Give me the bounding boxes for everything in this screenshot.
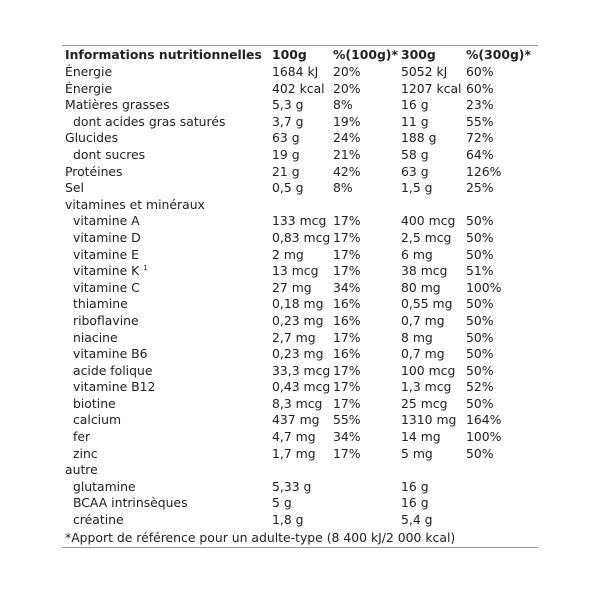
value-300g: 14 mg [401,429,441,445]
percent-100g: 8% [333,97,353,113]
percent-300g: 55% [466,113,494,129]
table-row [62,495,538,512]
percent-100g: 17% [333,229,361,245]
nutrient-label-text: créatine [73,512,124,528]
nutrient-label [62,313,272,330]
nutrient-label-text: autre [65,462,98,478]
percent-300g: 50% [466,213,494,229]
value-100g: 0,83 mcg [272,229,331,245]
value-100g: 1,8 g [272,512,304,528]
percent-300g: 50% [466,246,494,262]
percent-100g: 20% [333,64,361,79]
nutrient-label-text: vitamine E [73,246,139,262]
percent-100g: 34% [333,279,361,295]
nutrient-label [62,114,272,131]
value-300g [401,462,466,479]
table-row [62,280,538,297]
percent-100g: 17% [333,445,361,461]
table-row [62,230,538,247]
value-100g: 8,3 mcg [272,395,323,411]
value-100g: 3,7 g [272,113,304,129]
nutrient-label [62,363,272,380]
nutrition-table-body [62,64,538,529]
value-300g: 5 mg [401,445,433,461]
table-row [62,64,538,81]
value-300g: 5,4 g [401,512,433,528]
percent-300g: 50% [466,229,494,245]
nutrient-label [62,197,272,214]
value-300g: 100 mcg [401,362,456,378]
value-300g: 16 g [401,97,429,113]
nutrient-label-text: Protéines [65,163,123,179]
nutrient-label-text: Sel [65,180,84,196]
value-300g: 1,3 mcg [401,379,452,395]
table-row [62,263,538,280]
nutrient-label-text: vitamine K [73,263,140,279]
nutrient-label-text: acide folique [73,362,153,378]
percent-300g: 50% [466,362,494,378]
value-300g: 5052 kJ [401,64,448,79]
nutrient-label-text: vitamine B12 [73,379,156,395]
nutrient-label [62,81,272,98]
nutrient-label-text: dont sucres [73,146,146,162]
table-row [62,247,538,264]
table-row [62,114,538,131]
nutrient-label [62,462,272,479]
percent-100g: 17% [333,362,361,378]
percent-100g: 17% [333,213,361,229]
value-100g: 13 mcg [272,263,319,279]
value-100g: 2,7 mg [272,329,316,345]
nutrition-table [62,46,538,529]
nutrient-label-text: vitamine A [73,213,140,229]
value-100g [272,462,333,479]
percent-300g: 50% [466,312,494,328]
table-row [62,147,538,164]
nutrition-panel [62,45,538,548]
nutrient-label [62,147,272,164]
percent-100g [333,197,401,214]
nutrient-label [62,97,272,114]
percent-100g [333,462,401,479]
table-row [62,197,538,214]
header-per-100g: 100g [272,47,307,62]
percent-100g [333,479,401,496]
percent-100g: 16% [333,346,361,362]
percent-100g: 34% [333,429,361,445]
nutrient-label [62,346,272,363]
percent-100g: 21% [333,146,361,162]
table-row [62,512,538,529]
value-100g: 2 mg [272,246,304,262]
table-row [62,379,538,396]
value-100g: 1,7 mg [272,445,316,461]
percent-300g: 52% [466,379,494,395]
table-header-row [62,46,538,64]
value-100g: 1684 kJ [272,64,319,79]
nutrient-label [62,263,272,280]
value-100g: 0,5 g [272,180,304,196]
value-100g: 0,43 mcg [272,379,331,395]
nutrient-label [62,495,272,512]
value-100g: 27 mg [272,279,312,295]
table-row [62,462,538,479]
value-100g: 5,3 g [272,97,304,113]
percent-100g: 17% [333,379,361,395]
percent-300g: 50% [466,296,494,312]
nutrient-label-text: zinc [73,445,98,461]
value-100g: 33,3 mcg [272,362,331,378]
nutrient-label-text: vitamine D [73,229,141,245]
value-100g: 0,18 mg [272,296,324,312]
value-300g [401,197,466,214]
table-row [62,330,538,347]
nutrient-label-text: Glucides [65,130,119,146]
table-row [62,97,538,114]
nutrient-label [62,446,272,463]
nutrient-label-text: fer [73,429,91,445]
nutrient-label [62,130,272,147]
value-300g: 0,7 mg [401,312,445,328]
nutrient-label-text: vitamines et minéraux [65,196,205,212]
nutrient-label-text: biotine [73,395,116,411]
percent-300g: 60% [466,64,494,79]
percent-100g: 8% [333,180,353,196]
percent-100g: 16% [333,312,361,328]
value-100g: 133 mcg [272,213,327,229]
percent-300g: 23% [466,97,494,113]
nutrient-label-text: glutamine [73,478,136,494]
percent-300g: 72% [466,130,494,146]
percent-100g: 16% [333,296,361,312]
value-100g: 0,23 mg [272,346,324,362]
percent-300g [466,197,538,214]
table-row [62,130,538,147]
value-100g: 402 kcal [272,80,325,96]
nutrient-label [62,412,272,429]
nutrient-label-text: calcium [73,412,122,428]
value-100g: 21 g [272,163,300,179]
value-300g: 2,5 mcg [401,229,452,245]
percent-100g: 20% [333,80,361,96]
nutrient-label [62,164,272,181]
nutrient-label [62,180,272,197]
table-row [62,81,538,98]
value-100g: 5,33 g [272,478,312,494]
percent-100g [333,495,401,512]
value-100g: 19 g [272,146,300,162]
value-300g: 0,55 mg [401,296,453,312]
nutrient-label [62,379,272,396]
percent-300g: 100% [466,429,502,445]
nutrient-label [62,396,272,413]
nutrient-label [62,429,272,446]
value-300g: 1207 kcal [401,80,462,96]
percent-100g: 17% [333,263,361,279]
table-row [62,213,538,230]
value-300g: 63 g [401,163,429,179]
percent-300g: 64% [466,146,494,162]
percent-100g: 17% [333,246,361,262]
nutrient-label-text: vitamine C [73,279,140,295]
value-100g: 437 mg [272,412,320,428]
percent-300g: 25% [466,180,494,196]
nutrient-label-text: Énergie [65,64,113,79]
value-300g: 80 mg [401,279,441,295]
nutrient-label-text: vitamine B6 [73,346,148,362]
percent-100g: 42% [333,163,361,179]
value-300g: 1,5 g [401,180,433,196]
nutrient-label-text: niacine [73,329,118,345]
value-300g: 8 mg [401,329,433,345]
nutrient-label [62,330,272,347]
nutrient-label [62,280,272,297]
table-row [62,412,538,429]
percent-300g: 50% [466,445,494,461]
header-percent-300g: %(300g)* [466,47,531,62]
nutrient-label [62,230,272,247]
percent-300g: 51% [466,263,494,279]
nutrient-label [62,247,272,264]
table-row [62,479,538,496]
percent-300g: 50% [466,346,494,362]
value-300g: 58 g [401,146,429,162]
footnote-marker: 1 [143,264,148,273]
header-percent-100g: %(100g)* [333,47,398,62]
value-100g: 5 g [272,495,292,511]
table-row [62,446,538,463]
value-100g: 63 g [272,130,300,146]
value-300g: 25 mcg [401,395,448,411]
value-300g: 11 g [401,113,429,129]
percent-100g: 24% [333,130,361,146]
value-300g: 6 mg [401,246,433,262]
percent-100g: 17% [333,329,361,345]
percent-300g [466,462,538,479]
table-row [62,180,538,197]
nutrient-label [62,512,272,529]
nutrient-label [62,479,272,496]
value-300g: 16 g [401,495,429,511]
header-per-300g: 300g [401,47,436,62]
nutrient-label-text: thiamine [73,296,128,312]
nutrient-label-text: BCAA intrinsèques [73,495,188,511]
percent-300g: 50% [466,329,494,345]
nutrient-label [62,64,272,81]
nutrient-label-text: Matières grasses [65,97,170,113]
percent-100g: 55% [333,412,361,428]
table-row [62,363,538,380]
header-nutrient: Informations nutritionnelles [65,47,262,62]
percent-300g: 164% [466,412,502,428]
value-300g: 38 mcg [401,263,448,279]
percent-300g: 60% [466,80,494,96]
value-300g: 188 g [401,130,437,146]
table-row [62,429,538,446]
value-300g: 1310 mg [401,412,457,428]
value-300g: 16 g [401,478,429,494]
percent-100g [333,512,401,529]
table-row [62,164,538,181]
percent-300g [466,512,538,529]
table-row [62,296,538,313]
value-100g [272,197,333,214]
percent-300g: 126% [466,163,502,179]
percent-300g: 100% [466,279,502,295]
footnote: *Apport de référence pour un adulte-type (8 400 kJ/2 000 kcal) [62,529,538,548]
table-row [62,313,538,330]
nutrient-label-text: riboflavine [73,312,139,328]
value-100g: 0,23 mg [272,312,324,328]
percent-300g: 50% [466,395,494,411]
value-300g: 400 mcg [401,213,456,229]
nutrient-label-text: Énergie [65,80,113,96]
table-row [62,346,538,363]
nutrient-label [62,296,272,313]
nutrient-label [62,213,272,230]
percent-100g: 17% [333,395,361,411]
nutrient-label-text: dont acides gras saturés [73,113,226,129]
value-100g: 4,7 mg [272,429,316,445]
percent-100g: 19% [333,113,361,129]
table-row [62,396,538,413]
percent-300g [466,479,538,496]
percent-300g [466,495,538,512]
value-300g: 0,7 mg [401,346,445,362]
